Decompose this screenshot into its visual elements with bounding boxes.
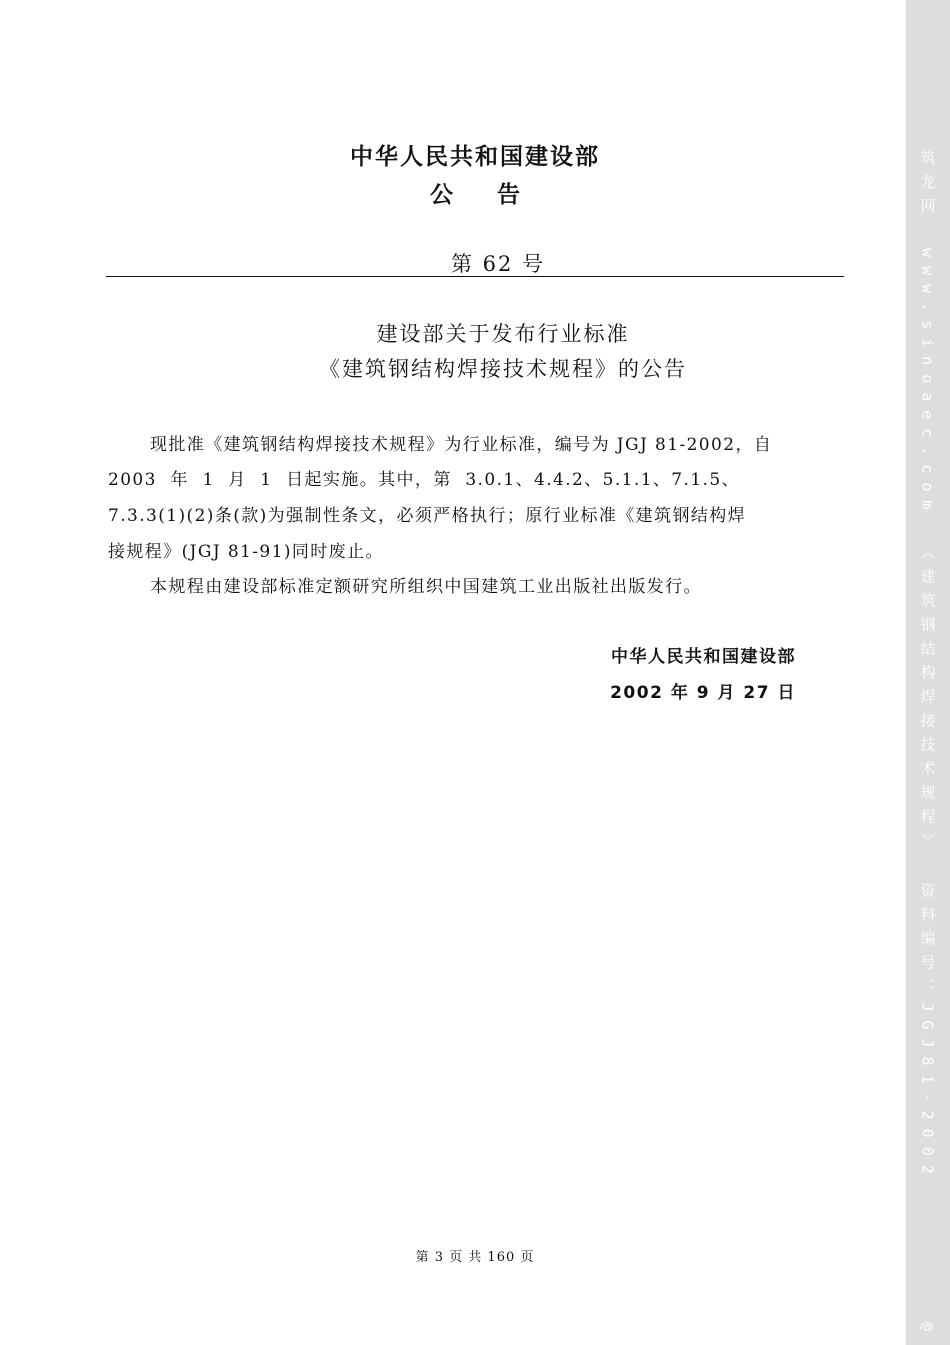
body-paragraph-1-line-4: 接规程》(JGJ 81-91)同时废止。: [108, 542, 384, 562]
side-document-code: 资料编号：JGJ81-2002: [918, 882, 937, 1183]
signature-date: 2002 年 9 月 27 日: [610, 683, 796, 703]
notice-title-line-1: 建设部关于发布行业标准: [376, 322, 630, 346]
signature-authority: 中华人民共和国建设部: [611, 647, 796, 667]
side-site-name: 筑龙网: [918, 150, 937, 222]
body-paragraph-1-line-2: 2003 年 1 月 1 日起实施。其中，第 3.0.1、4.4.2、5.1.1、7.1.5、: [108, 470, 740, 490]
body-paragraph-1-line-1: 现批准《建筑钢结构焊接技术规程》为行业标准，编号为 JGJ 81-2002，自: [150, 435, 773, 455]
page-footer-number: 第 3 页 共 160 页: [415, 1250, 535, 1265]
header-divider: [106, 276, 844, 277]
body-paragraph-1-line-3: 7.3.3(1)(2)条(款)为强制性条文，必须严格执行；原行业标准《建筑钢结构焊: [108, 506, 747, 526]
notice-title-line-2: 《建筑钢结构焊接技术规程》的公告: [319, 357, 687, 381]
side-book-title: 《建筑钢结构焊接技术规程》: [918, 544, 937, 857]
announcement-heading: 公 告: [429, 182, 538, 208]
side-watermark-text: [918, 150, 939, 1183]
issuing-authority-heading: 中华人民共和国建设部: [350, 144, 600, 170]
side-site-url: www.sinoaec.com: [918, 248, 937, 519]
body-paragraph-2: 本规程由建设部标准定额研究所组织中国建筑工业出版社出版发行。: [150, 577, 702, 597]
side-watermark-strip: [906, 0, 950, 1345]
announcement-number: 第 62 号: [450, 252, 546, 276]
side-at-symbol: @: [919, 1322, 937, 1332]
